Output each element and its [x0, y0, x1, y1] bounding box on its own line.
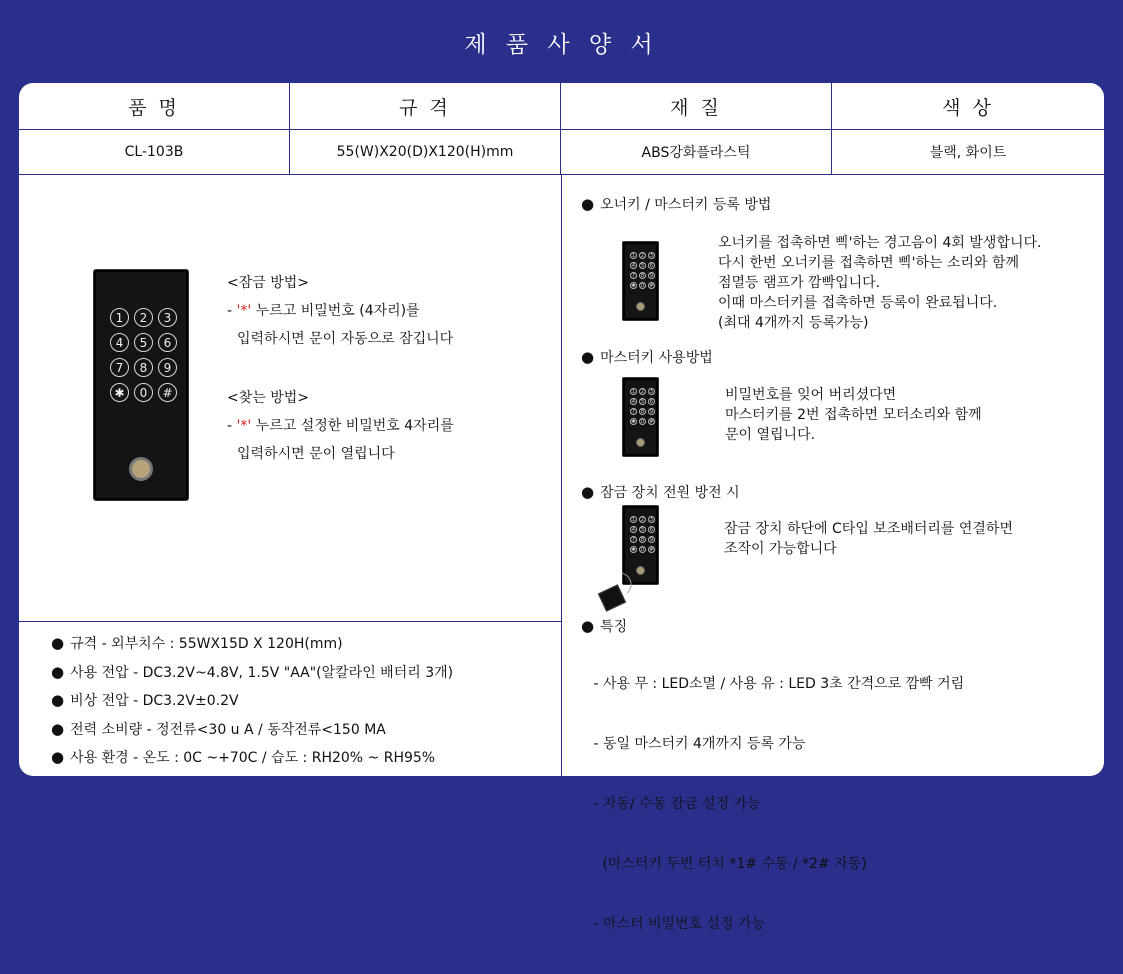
keypad-key: 2 [640, 516, 645, 523]
owner-key-heading-text: 오너키 / 마스터키 등록 방법 [600, 197, 772, 213]
spec-section-divider [19, 621, 561, 622]
keypad-keys [630, 388, 655, 425]
keypad-key: 7 [110, 358, 129, 377]
find-method-heading: <찾는 방법> [227, 390, 310, 406]
spec-item [51, 629, 453, 658]
value-color: 블랙, 화이트 [929, 145, 1007, 161]
header-material: 재 질 [561, 83, 832, 129]
keypad-key: 6 [158, 333, 177, 352]
power-out-description [724, 519, 1013, 559]
lock-method-line1-text: 누르고 비밀번호 (4자리)를 [251, 303, 420, 319]
electrical-specs-list [51, 629, 453, 772]
find-method-line2: 입력하시면 문이 열립니다 [237, 446, 395, 462]
keypad-key: ✱ [110, 383, 129, 402]
bullet-icon: ● [51, 748, 65, 766]
bullet-icon: ● [581, 483, 595, 501]
lock-method-heading: <잠금 방법> [227, 275, 310, 291]
spec-item [51, 686, 453, 715]
keypad-key: # [649, 546, 654, 553]
spec-item [51, 658, 453, 687]
value-product-name: CL-103B [19, 130, 290, 174]
keypad-key: 2 [640, 388, 645, 395]
key-sensor-icon [636, 566, 645, 575]
keypad-key: # [649, 418, 654, 425]
keypad-thumbnail-image [622, 377, 659, 457]
keypad-key: 2 [640, 252, 645, 259]
keypad-key: 0 [640, 282, 645, 289]
keypad-key: 9 [649, 272, 654, 279]
keypad-key: 0 [640, 546, 645, 553]
master-key-line: 문이 열립니다. [725, 427, 816, 443]
keypad-key: 3 [649, 516, 654, 523]
keypad-thumbnail-image [622, 505, 659, 585]
features-list [589, 634, 964, 974]
bullet-icon: ● [51, 691, 65, 709]
spec-item [51, 743, 453, 772]
power-out-line: 잠금 장치 하단에 C타입 보조배터리를 연결하면 [724, 521, 1013, 537]
owner-key-line: 다시 한번 오너키를 접촉하면 삑'하는 소리와 함께 [718, 255, 1020, 271]
keypad-key: 6 [649, 526, 654, 533]
lock-method [227, 269, 453, 353]
keypad-keys [110, 308, 177, 402]
bullet-icon: ● [581, 348, 595, 366]
owner-key-line: 이때 마스터키를 접촉하면 등록이 완료됩니다. [718, 295, 998, 311]
keypad-key: 1 [631, 388, 636, 395]
keypad-key: 9 [649, 408, 654, 415]
spec-table-value-row [19, 130, 1104, 175]
keypad-product-image [93, 269, 189, 501]
star-key: '*' [236, 418, 252, 434]
keypad-key: ✱ [631, 546, 636, 553]
lock-method-line2: 입력하시면 문이 자동으로 잠깁니다 [237, 331, 454, 347]
keypad-key: ✱ [631, 418, 636, 425]
keypad-key: 5 [640, 526, 645, 533]
find-method-line1-text: 누르고 설정한 비밀번호 4자리를 [251, 418, 454, 434]
keypad-key: 8 [640, 272, 645, 279]
keypad-key: 8 [134, 358, 153, 377]
keypad-key: 0 [134, 383, 153, 402]
find-method [227, 384, 454, 468]
page-title: 제 품 사 양 서 [464, 32, 659, 58]
spec-table [19, 83, 1104, 175]
spec-item-text: 사용 전압 - DC3.2V~4.8V, 1.5V "AA"(알칼라인 배터리 3개) [70, 664, 454, 681]
feature-item: - 사용 무 : LED소멸 / 사용 유 : LED 3초 간격으로 깜빡 거림 [589, 676, 965, 692]
spec-item-text: 규격 - 외부치수 : 55WX15D X 120H(mm) [70, 636, 343, 652]
spec-item-text: 전력 소비량 - 정전류<30 u A / 동작전류<150 MA [70, 721, 386, 738]
bullet-icon: ● [51, 719, 65, 738]
star-key: '*' [236, 303, 252, 319]
key-sensor-icon [129, 457, 153, 481]
find-method-line1 [227, 412, 454, 440]
keypad-key: 3 [158, 308, 177, 327]
feature-item: (마스터키 두번 터치 *1# 수동 / *2# 자동) [589, 856, 867, 872]
header-dimensions: 규 격 [290, 83, 561, 129]
master-key-line: 비밀번호를 잊어 버리셨다면 [725, 387, 897, 403]
owner-key-line: 점멸등 램프가 깜빡입니다. [718, 275, 881, 291]
value-material: ABS강화플라스틱 [561, 130, 832, 174]
feature-item: - 자동/ 수동 잠금 설정 가능 [589, 796, 761, 812]
features-heading-text: 특징 [600, 619, 628, 635]
header-color: 색 상 [942, 96, 994, 119]
keypad-key: 5 [640, 262, 645, 269]
header-product-name: 품 명 [19, 83, 290, 129]
keypad-key: 1 [631, 516, 636, 523]
keypad-key: 3 [649, 388, 654, 395]
keypad-key: 8 [640, 408, 645, 415]
keypad-key: 4 [110, 333, 129, 352]
spec-table-header-row [19, 83, 1104, 130]
spec-item [51, 715, 453, 744]
keypad-key: 4 [631, 398, 636, 405]
master-key-heading-text: 마스터키 사용방법 [600, 350, 713, 366]
keypad-key: 9 [158, 358, 177, 377]
keypad-key: 6 [649, 398, 654, 405]
keypad-key: 3 [649, 252, 654, 259]
keypad-key: ✱ [631, 282, 636, 289]
spec-item-text: 비상 전압 - DC3.2V±0.2V [70, 693, 239, 709]
dash: - [227, 303, 237, 319]
keypad-key: 7 [631, 408, 636, 415]
owner-key-heading [581, 194, 771, 214]
keypad-key: 1 [631, 252, 636, 259]
keypad-key: # [158, 383, 177, 402]
keypad-thumbnail-image [622, 241, 659, 321]
keypad-key: 0 [640, 418, 645, 425]
owner-key-description [718, 233, 1041, 333]
bullet-icon: ● [581, 195, 595, 213]
keypad-key: 9 [649, 536, 654, 543]
key-sensor-icon [636, 302, 645, 311]
keypad-key: 6 [649, 262, 654, 269]
master-key-line: 마스터키를 2번 접촉하면 모터소리와 함께 [725, 407, 982, 423]
power-out-heading [581, 482, 740, 502]
keypad-key: 5 [134, 333, 153, 352]
dash: - [227, 418, 237, 434]
feature-item: - 마스터 비밀번호 설정 가능 [589, 916, 766, 932]
keypad-key: 4 [631, 262, 636, 269]
bullet-icon: ● [51, 662, 65, 681]
value-dimensions: 55(W)X20(D)X120(H)mm [290, 130, 561, 174]
keypad-key: # [649, 282, 654, 289]
keypad-key: 8 [640, 536, 645, 543]
master-key-heading [581, 347, 713, 367]
feature-item: - 동일 마스터키 4개까지 등록 가능 [589, 736, 806, 752]
power-out-heading-text: 잠금 장치 전원 방전 시 [600, 485, 740, 501]
keypad-key: 5 [640, 398, 645, 405]
keypad-key: 1 [110, 308, 129, 327]
owner-key-line: (최대 4개까지 등록가능) [718, 315, 869, 331]
keypad-keys [630, 252, 655, 289]
spec-item-text: 사용 환경 - 온도 : 0C ~+70C / 습도 : RH20% ~ RH95% [70, 750, 436, 766]
owner-key-line: 오너키를 접촉하면 삑'하는 경고음이 4회 발생합니다. [718, 235, 1042, 251]
key-sensor-icon [636, 438, 645, 447]
keypad-key: 7 [631, 536, 636, 543]
power-out-line: 조작이 가능합니다 [724, 541, 837, 557]
master-key-description [725, 385, 982, 445]
features-heading [581, 616, 627, 636]
keypad-key: 4 [631, 526, 636, 533]
lock-method-line1 [227, 297, 453, 325]
keypad-keys [630, 516, 655, 553]
bullet-icon: ● [51, 634, 65, 652]
column-divider [561, 175, 562, 776]
spec-sheet-card [19, 83, 1104, 932]
keypad-key: 7 [631, 272, 636, 279]
keypad-key: 2 [134, 308, 153, 327]
bullet-icon: ● [581, 617, 595, 635]
